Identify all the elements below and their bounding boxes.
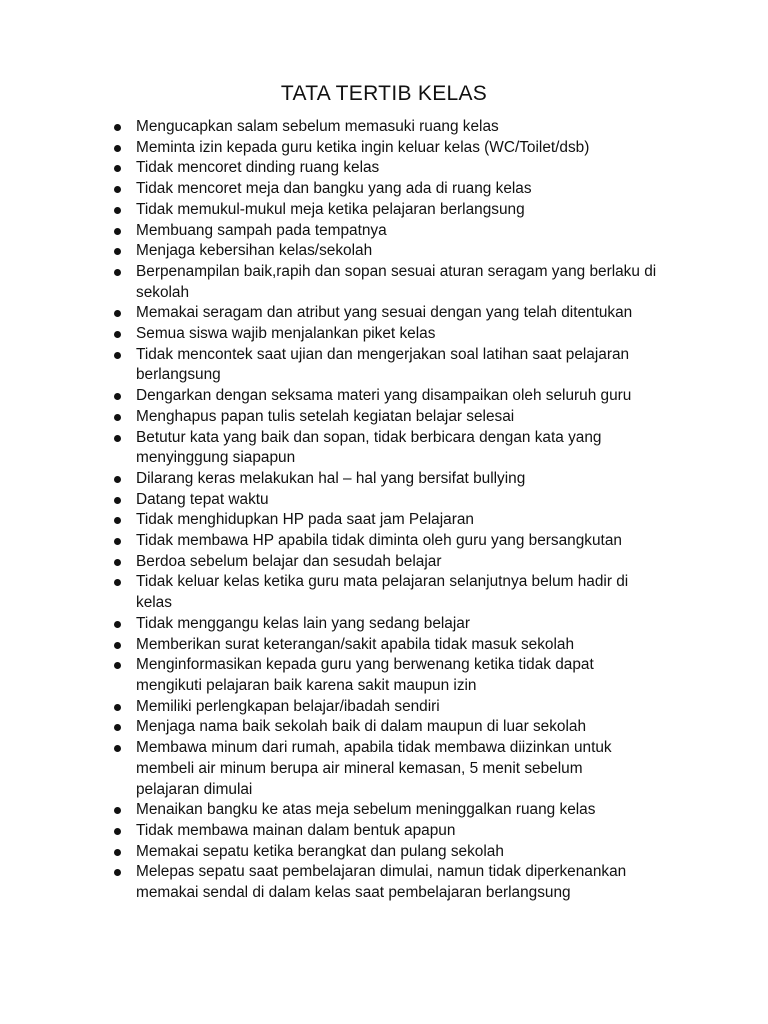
list-item-line: Tidak mencoret meja dan bangku yang ada di ruang kelas <box>136 180 532 198</box>
list-item <box>110 158 690 179</box>
list-item <box>110 117 690 138</box>
list-item <box>110 842 690 863</box>
list-item-line: memakai sendal di dalam kelas saat pembelajaran berlangsung <box>136 884 571 902</box>
list-item-line: Dilarang keras melakukan hal – hal yang bersifat bullying <box>136 469 526 487</box>
bullet-icon <box>114 310 121 317</box>
list-item <box>110 469 690 490</box>
bullet-icon <box>114 517 121 524</box>
list-item <box>110 800 690 821</box>
list-item-line: Tidak menghidupkan HP pada saat jam Pelajaran <box>136 511 474 529</box>
bullet-icon <box>114 414 121 421</box>
bullet-icon <box>114 145 121 152</box>
list-item <box>110 386 690 407</box>
list-item <box>110 614 690 635</box>
list-item-text <box>136 842 690 863</box>
list-item-text <box>136 655 690 696</box>
list-item-line: Memakai sepatu ketika berangkat dan pulang sekolah <box>136 842 504 860</box>
list-item-text <box>136 407 690 428</box>
list-item <box>110 572 690 613</box>
list-item-text <box>136 614 690 635</box>
list-item-line: Tidak membawa mainan dalam bentuk apapun <box>136 821 456 839</box>
list-item-line: Tidak keluar kelas ketika guru mata pelajaran selanjutnya belum hadir di <box>136 573 629 591</box>
list-item-text <box>136 262 690 303</box>
list-item-line: Membuang sampah pada tempatnya <box>136 221 387 239</box>
list-item-line: Menjaga nama baik sekolah baik di dalam maupun di luar sekolah <box>136 718 587 736</box>
list-item-line: membeli air minum berupa air mineral kemasan, 5 menit sebelum <box>136 759 583 777</box>
list-item-line: Menaikan bangku ke atas meja sebelum meninggalkan ruang kelas <box>136 801 596 819</box>
list-item-text <box>136 303 690 324</box>
list-item-line: Tidak membawa HP apabila tidak diminta oleh guru yang bersangkutan <box>136 532 622 550</box>
bullet-icon <box>114 849 121 856</box>
list-item-text <box>136 531 690 552</box>
bullet-icon <box>114 538 121 545</box>
list-item-line: mengikuti pelajaran baik karena sakit maupun izin <box>136 676 477 694</box>
list-item-line: Betutur kata yang baik dan sopan, tidak berbicara dengan kata yang <box>136 428 602 446</box>
list-item-line: Memiliki perlengkapan belajar/ibadah sendiri <box>136 697 440 715</box>
bullet-icon <box>114 248 121 255</box>
bullet-icon <box>114 704 121 711</box>
list-item-line: Melepas sepatu saat pembelajaran dimulai, namun tidak diperkenankan <box>136 863 627 881</box>
list-item <box>110 345 690 386</box>
list-item-line: Tidak mencoret dinding ruang kelas <box>136 159 380 177</box>
list-item-line: Semua siswa wajib menjalankan piket kelas <box>136 325 436 343</box>
list-item-line: sekolah <box>136 283 190 301</box>
list-item-text <box>136 200 690 221</box>
list-item <box>110 407 690 428</box>
bullet-icon <box>114 621 121 628</box>
list-item <box>110 697 690 718</box>
list-item <box>110 738 690 800</box>
list-item-line: Membawa minum dari rumah, apabila tidak membawa diizinkan untuk <box>136 739 612 757</box>
list-item-line: menyinggung siapapun <box>136 449 296 467</box>
bullet-icon <box>114 186 121 193</box>
list-item-line: Tidak mencontek saat ujian dan mengerjakan soal latihan saat pelajaran <box>136 345 630 363</box>
list-item-text <box>136 428 690 469</box>
list-item-text <box>136 179 690 200</box>
list-item-line: Tidak menggangu kelas lain yang sedang belajar <box>136 614 470 632</box>
list-item <box>110 138 690 159</box>
list-item <box>110 303 690 324</box>
list-item-line: pelajaran dimulai <box>136 780 253 798</box>
bullet-icon <box>114 828 121 835</box>
document-title: TATA TERTIB KELAS <box>280 82 488 105</box>
bullet-icon <box>114 559 121 566</box>
list-item-text <box>136 697 690 718</box>
bullet-icon <box>114 331 121 338</box>
list-item-line: Mengucapkan salam sebelum memasuki ruang kelas <box>136 118 499 135</box>
list-item-text <box>136 221 690 242</box>
bullet-icon <box>114 497 121 504</box>
bullet-icon <box>114 165 121 172</box>
list-item-line: Menjaga kebersihan kelas/sekolah <box>136 242 373 260</box>
list-item <box>110 862 690 903</box>
list-item-line: Meminta izin kepada guru ketika ingin keluar kelas (WC/Toilet/dsb) <box>136 138 590 156</box>
list-item <box>110 821 690 842</box>
list-item <box>110 510 690 531</box>
list-item-line: Berdoa sebelum belajar dan sesudah belajar <box>136 552 442 570</box>
list-item-text <box>136 635 690 656</box>
list-item-text <box>136 490 690 511</box>
list-item-line: Tidak memukul-mukul meja ketika pelajaran berlangsung <box>136 200 525 218</box>
list-item-line: Dengarkan dengan seksama materi yang disampaikan oleh seluruh guru <box>136 387 632 405</box>
bullet-icon <box>114 579 121 586</box>
list-item-text <box>136 862 690 903</box>
list-item-text <box>136 469 690 490</box>
bullet-icon <box>114 745 121 752</box>
list-item-line: kelas <box>136 594 172 612</box>
list-item-line: berlangsung <box>136 366 221 384</box>
rules-list <box>110 117 690 904</box>
bullet-icon <box>114 352 121 359</box>
list-item-line: Berpenampilan baik,rapih dan sopan sesuai aturan seragam yang berlaku di <box>136 262 657 280</box>
bullet-icon <box>114 476 121 483</box>
list-item-line: Menginformasikan kepada guru yang berwenang ketika tidak dapat <box>136 656 594 674</box>
list-item-text <box>136 738 690 800</box>
list-item-text <box>136 821 690 842</box>
list-item-text <box>136 117 690 138</box>
list-item <box>110 552 690 573</box>
bullet-icon <box>114 269 121 276</box>
bullet-icon <box>114 724 121 731</box>
list-item <box>110 428 690 469</box>
bullet-icon <box>114 124 121 131</box>
bullet-icon <box>114 869 121 876</box>
list-item-text <box>136 345 690 386</box>
bullet-icon <box>114 207 121 214</box>
list-item-line: Datang tepat waktu <box>136 490 269 508</box>
list-item <box>110 655 690 696</box>
list-item-text <box>136 324 690 345</box>
list-item-text <box>136 158 690 179</box>
list-item-text <box>136 552 690 573</box>
list-item <box>110 241 690 262</box>
list-item-line: Memakai seragam dan atribut yang sesuai dengan yang telah ditentukan <box>136 304 633 322</box>
list-item-text <box>136 386 690 407</box>
list-item <box>110 221 690 242</box>
list-item <box>110 635 690 656</box>
list-item-text <box>136 510 690 531</box>
list-item-text <box>136 138 690 159</box>
bullet-icon <box>114 662 121 669</box>
list-item-line: Menghapus papan tulis setelah kegiatan belajar selesai <box>136 407 515 425</box>
list-item-text <box>136 241 690 262</box>
bullet-icon <box>114 642 121 649</box>
list-item-text <box>136 800 690 821</box>
list-item <box>110 179 690 200</box>
list-item <box>110 262 690 303</box>
bullet-icon <box>114 807 121 814</box>
list-item-line: Memberikan surat keterangan/sakit apabila tidak masuk sekolah <box>136 635 575 653</box>
list-item-text <box>136 717 690 738</box>
bullet-icon <box>114 435 121 442</box>
bullet-icon <box>114 393 121 400</box>
bullet-icon <box>114 228 121 235</box>
list-item <box>110 531 690 552</box>
list-item <box>110 200 690 221</box>
list-item-text <box>136 572 690 613</box>
list-item <box>110 490 690 511</box>
list-item <box>110 717 690 738</box>
list-item <box>110 324 690 345</box>
